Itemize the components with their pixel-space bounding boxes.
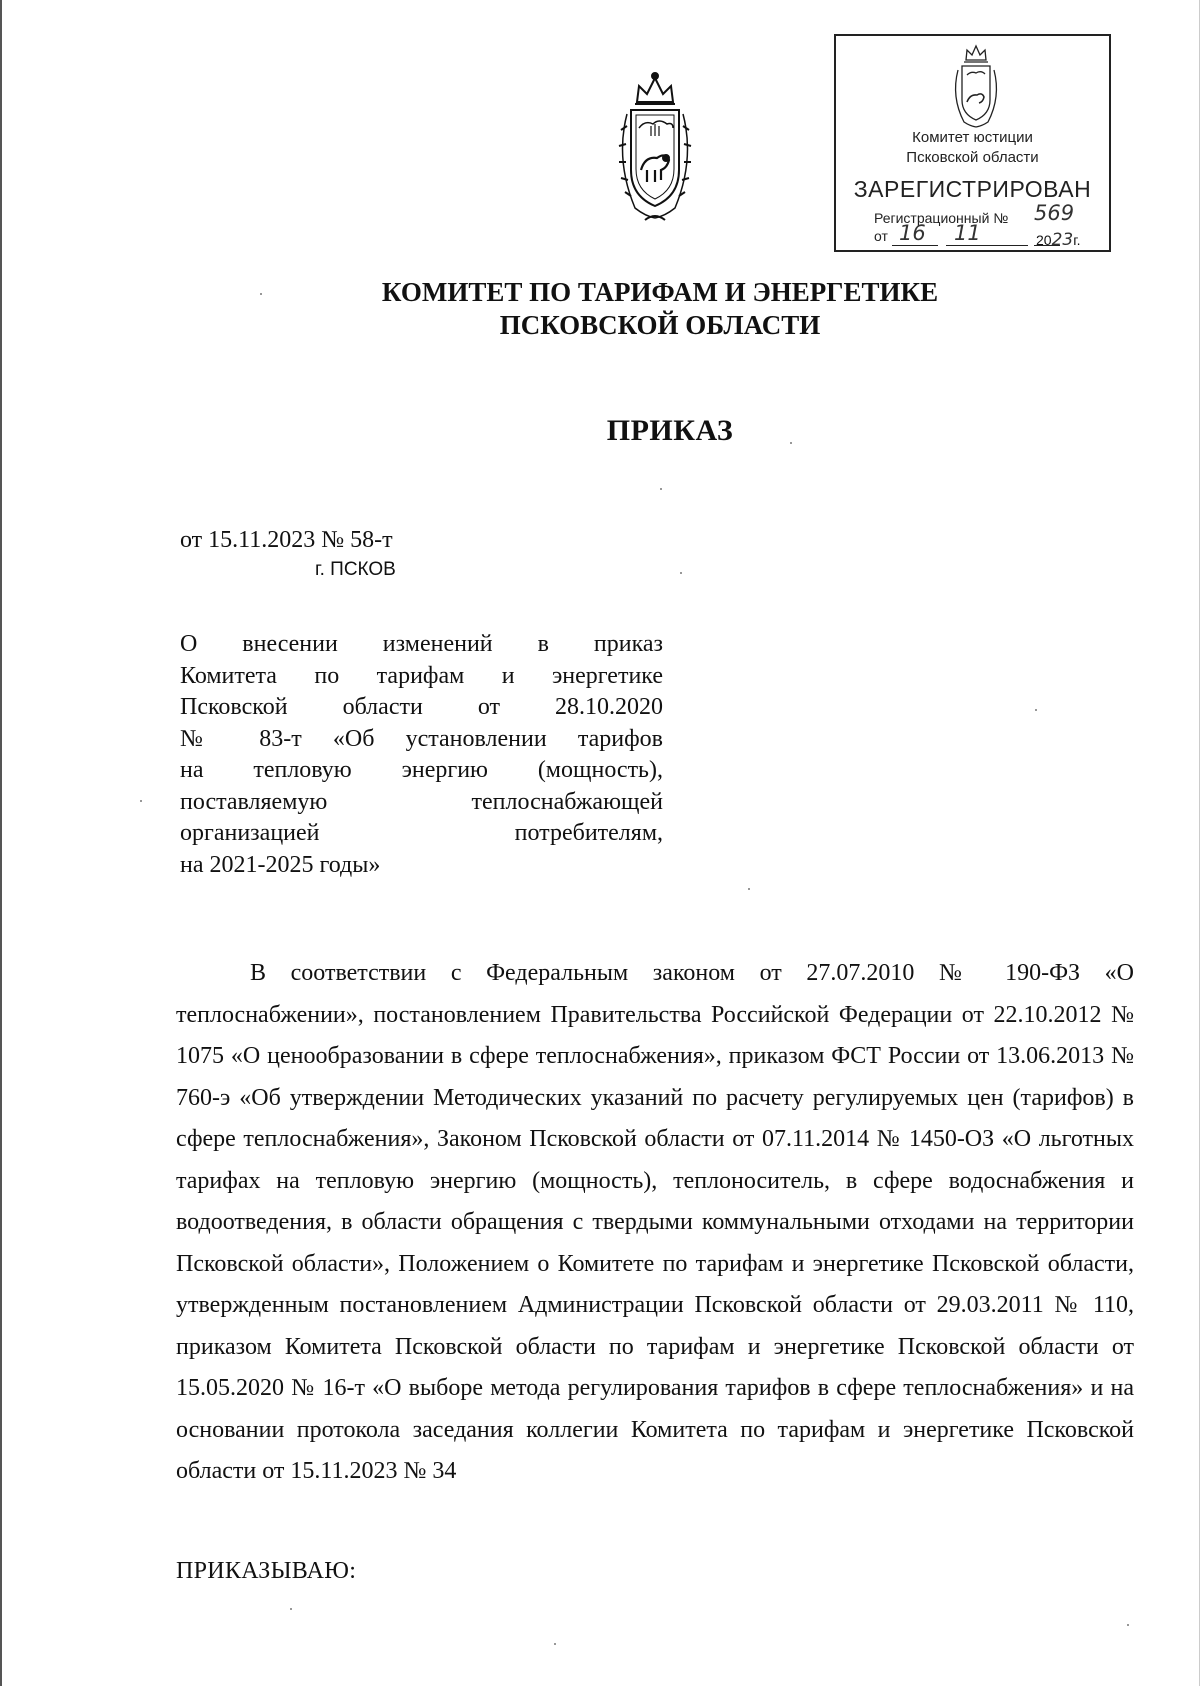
stamp-date-year-suffix: 23: [1051, 230, 1074, 250]
scan-speck: [260, 293, 262, 295]
organization-title-line1: КОМИТЕТ ПО ТАРИФАМ И ЭНЕРГЕТИКЕ: [381, 277, 939, 307]
subject-line: № 83-т «Об установлении тарифов: [180, 725, 663, 752]
registration-stamp: [834, 34, 1111, 252]
scan-speck: [290, 1608, 292, 1610]
scan-speck: [680, 572, 682, 574]
document-city: г. ПСКОВ: [315, 559, 396, 580]
pskov-coat-of-arms-icon: [605, 70, 705, 226]
stamp-date-prefix: от: [874, 228, 888, 244]
stamp-date-month: 11: [954, 221, 981, 245]
scan-speck: [1127, 1624, 1129, 1626]
subject-line: Псковской области от 28.10.2020: [180, 694, 663, 720]
order-word: ПРИКАЗЫВАЮ:: [176, 1558, 357, 1584]
subject-line: Комитета по тарифам и энергетике: [180, 662, 663, 689]
subject-line: поставляемую теплоснабжающей: [180, 788, 663, 815]
stamp-reg-number: 569: [1034, 201, 1075, 225]
stamp-date-day: 16: [899, 221, 926, 245]
stamp-coat-of-arms-icon: [946, 42, 1006, 130]
document-body-paragraph: В соответствии с Федеральным законом от 27.07.2010 № 190-ФЗ «О теплоснабжении», постановлением Правительства Российской Федерации от 22.10.2012 № 1075 «О ценообразовании в сфере теплоснабжения», приказом ФСТ России от 13.06.2013 № 760-э «Об утверждении Методических указаний по расчету регулируемых цен (тарифов) в сфере теплоснабжения», Законом Псковской области от 07.11.2014 № 1450-ОЗ «О льготных тарифах на тепловую энергию (мощность), теплоноситель, в сфере водоснабжения и водоотведения, в области обращения с твердыми коммунальными отходами на территории Псковской области», Положением о Комитете по тарифам и энергетике Псковской области, утвержденным постановлением Администрации Псковской области от 29.03.2011 № 110, приказом Комитета Псковской области по тарифам и энергетике Псковской области от 15.05.2020 № 16-т «О выборе метода регулирования тарифов в сфере теплоснабжения» и на основании протокола заседания коллегии Комитета по тарифам и энергетике Псковской области от 15.11.2023 № 34: [176, 960, 1134, 1484]
subject-line: О внесении изменений в приказ: [180, 631, 663, 657]
scan-speck: [660, 488, 662, 490]
stamp-date-line-day: [892, 245, 938, 246]
document-type: ПРИКАЗ: [606, 414, 734, 447]
scan-speck: [1035, 709, 1037, 711]
stamp-date-year: [1036, 230, 1081, 250]
scan-speck: [140, 800, 142, 802]
stamp-org-line2: Псковской области: [906, 149, 1039, 166]
stamp-status: ЗАРЕГИСТРИРОВАН: [853, 176, 1092, 202]
subject-line: на 2021-2025 годы»: [180, 851, 381, 878]
stamp-date-year-prefix: 20: [1036, 232, 1052, 248]
scan-speck: [748, 888, 750, 890]
scan-speck: [790, 442, 792, 444]
document-date-number: от 15.11.2023 № 58-т: [180, 527, 393, 553]
stamp-date-year-mark: г.: [1073, 232, 1081, 248]
stamp-org-line1: Комитет юстиции: [912, 129, 1033, 146]
scan-edge-left: [0, 0, 2, 1686]
organization-title: [0, 276, 1200, 342]
scan-speck: [554, 1643, 556, 1645]
subject-line: организацией потребителям,: [180, 820, 663, 846]
document-subject: [180, 629, 663, 881]
stamp-date-line-month: [946, 245, 1028, 246]
stamp-reg-label: Регистрационный №: [874, 210, 1009, 226]
subject-line: на тепловую энергию (мощность),: [180, 757, 663, 783]
organization-title-line2: ПСКОВСКОЙ ОБЛАСТИ: [499, 310, 821, 340]
